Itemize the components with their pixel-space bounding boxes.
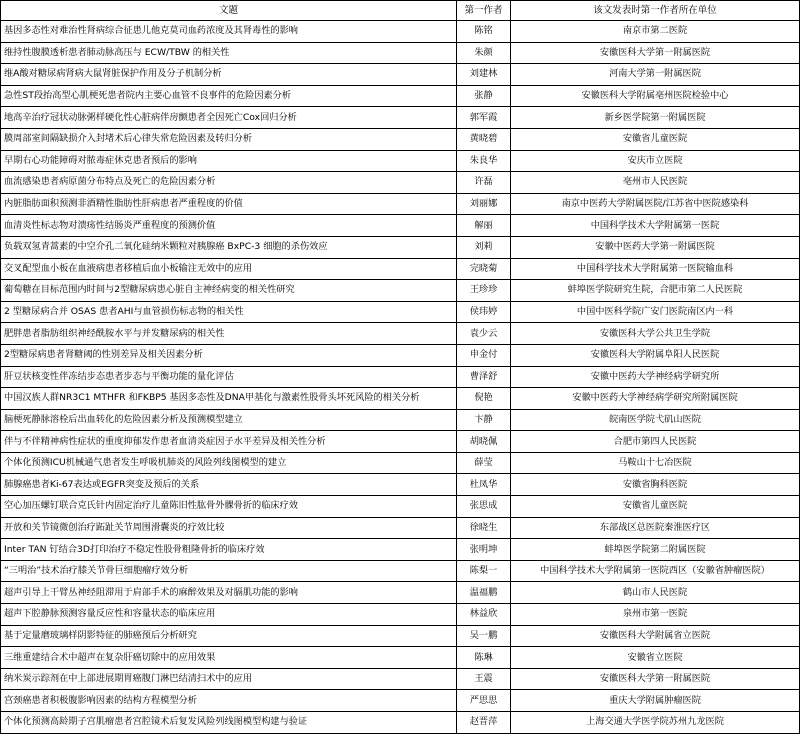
cell-first-author: 朱颜	[457, 42, 511, 64]
cell-title: 肺腺癌患者Ki-67表达或EGFR突变及预后的关系	[1, 474, 457, 496]
cell-first-author: 解丽	[457, 215, 511, 237]
cell-title: 中国汉族人群NR3C1 MTHFR 和FKBP5 基因多态性及DNA甲基化与激素性股骨头坏死风险的相关分析	[1, 388, 457, 410]
cell-unit: 安徽医科大学附属亳州医院检验中心	[511, 85, 800, 107]
table-row	[1, 42, 800, 64]
cell-first-author: 刘丽娜	[457, 193, 511, 215]
table-row	[1, 409, 800, 431]
cell-unit: 安徽中医药大学第一附属医院	[511, 236, 800, 258]
cell-title: 膜周部室间隔缺损介入封堵术后心律失常危险因素及转归分析	[1, 128, 457, 150]
table-row	[1, 280, 800, 302]
cell-first-author: 申金付	[457, 344, 511, 366]
cell-unit: 鹤山市人民医院	[511, 582, 800, 604]
cell-first-author: 刘建林	[457, 64, 511, 86]
cell-unit: 安徽医科大学第一附属医院	[511, 42, 800, 64]
cell-first-author: 胡晓佩	[457, 431, 511, 453]
cell-title: 2 型糖尿病合并 OSAS 患者AHI与血管损伤标志物的相关性	[1, 301, 457, 323]
cell-first-author: 薛莹	[457, 452, 511, 474]
cell-title: 2型糖尿病患者肾糖阈的性别差异及相关因素分析	[1, 344, 457, 366]
cell-unit: 东部战区总医院秦淮医疗区	[511, 517, 800, 539]
cell-unit: 合肥市第四人民医院	[511, 431, 800, 453]
cell-unit: 安徽中医药大学神经病学研究所附属医院	[511, 388, 800, 410]
table-row	[1, 85, 800, 107]
table-row	[1, 582, 800, 604]
table-row	[1, 258, 800, 280]
cell-title: 交叉配型血小板在血液病患者移植后血小板输注无效中的应用	[1, 258, 457, 280]
cell-title: 脑梗死静脉溶栓后出血转化的危险因素分析及预测模型建立	[1, 409, 457, 431]
table-row	[1, 517, 800, 539]
cell-first-author: 王震	[457, 668, 511, 690]
cell-first-author: 黄晓碧	[457, 128, 511, 150]
cell-title: 伴与不伴精神病性症状的重度抑郁发作患者血清炎症因子水平差异及相关性分析	[1, 431, 457, 453]
table-row	[1, 712, 800, 734]
cell-unit: 亳州市人民医院	[511, 172, 800, 194]
cell-title: 急性ST段抬高型心肌梗死患者院内主要心血管不良事件的危险因素分析	[1, 85, 457, 107]
cell-first-author: 袁少云	[457, 323, 511, 345]
cell-first-author: 卞静	[457, 409, 511, 431]
cell-first-author: 刘莉	[457, 236, 511, 258]
cell-unit: 上海交通大学医学院苏州九龙医院	[511, 712, 800, 734]
cell-first-author: 陈琳	[457, 647, 511, 669]
header-row	[1, 1, 800, 21]
cell-title: 血清炎性标志物对溃疡性结肠炎严重程度的预测价值	[1, 215, 457, 237]
cell-first-author: 许磊	[457, 172, 511, 194]
cell-title: 开放和关节镜微创治疗跖趾关节周围滑囊炎的疗效比较	[1, 517, 457, 539]
cell-first-author: 完晓菊	[457, 258, 511, 280]
cell-title: 维持性腹膜透析患者肺动脉高压与 ECW/TBW 的相关性	[1, 42, 457, 64]
table-row	[1, 301, 800, 323]
cell-unit: 南京市第二医院	[511, 21, 800, 43]
table-row	[1, 604, 800, 626]
cell-title: 基于定量磨玻璃样阴影特征的肺癌预后分析研究	[1, 625, 457, 647]
table-row	[1, 496, 800, 518]
cell-first-author: 朱良华	[457, 150, 511, 172]
cell-first-author: 曹泽舒	[457, 366, 511, 388]
cell-unit: 安徽医科大学附属阜阳人民医院	[511, 344, 800, 366]
table-row	[1, 323, 800, 345]
table-row	[1, 647, 800, 669]
cell-title: 三维重建结合术中超声在复杂肝癌切除中的应用效果	[1, 647, 457, 669]
cell-unit: 安徽省儿童医院	[511, 128, 800, 150]
cell-first-author: 温福鹏	[457, 582, 511, 604]
table-row	[1, 366, 800, 388]
cell-first-author: 张明坤	[457, 539, 511, 561]
cell-unit: 新乡医学院第一附属医院	[511, 107, 800, 129]
table-row	[1, 560, 800, 582]
cell-unit: 安庆市立医院	[511, 150, 800, 172]
cell-first-author: 王珍珍	[457, 280, 511, 302]
cell-title: 肝豆状核变性伴冻结步态患者步态与平衡功能的量化评估	[1, 366, 457, 388]
cell-first-author: 徐晓生	[457, 517, 511, 539]
cell-title: 内脏脂肪面积预测非酒精性脂肪性肝病患者严重程度的价值	[1, 193, 457, 215]
table-row	[1, 452, 800, 474]
header-title: 文题	[1, 1, 457, 21]
cell-title: 个体化预测ICU机械通气患者发生呼吸机肺炎的风险列线图模型的建立	[1, 452, 457, 474]
cell-unit: 中国科学技术大学附属第一医院输血科	[511, 258, 800, 280]
table-row	[1, 431, 800, 453]
cell-title: 血流感染患者病原菌分布特点及死亡的危险因素分析	[1, 172, 457, 194]
table-row	[1, 150, 800, 172]
cell-title: 个体化预测高龄期子宫肌瘤患者宫腔镜术后复发风险列线图模型构建与验证	[1, 712, 457, 734]
cell-title: 早期右心功能障碍对脓毒症休克患者预后的影响	[1, 150, 457, 172]
cell-unit: 皖南医学院弋矶山医院	[511, 409, 800, 431]
table-row	[1, 625, 800, 647]
cell-unit: 安徽医科大学附属省立医院	[511, 625, 800, 647]
table-row	[1, 128, 800, 150]
cell-title: 宫颈癌患者积极腹影响因素的结构方程模型分析	[1, 690, 457, 712]
cell-title: 基因多态性对难治性肾病综合征患儿他克莫司血药浓度及其肾毒性的影响	[1, 21, 457, 43]
table-row	[1, 668, 800, 690]
cell-title: 维A酸对糖尿病肾病大鼠肾脏保护作用及分子机制分析	[1, 64, 457, 86]
table-body	[1, 21, 800, 734]
cell-title: 肥胖患者脂肪组织神经酰胺水平与并发糖尿病的相关性	[1, 323, 457, 345]
cell-unit: 安徽医科大学第一附属医院	[511, 668, 800, 690]
cell-first-author: 陈铭	[457, 21, 511, 43]
table-row	[1, 21, 800, 43]
table-row	[1, 344, 800, 366]
cell-unit: 泉州市第一医院	[511, 604, 800, 626]
table-row	[1, 474, 800, 496]
header-unit: 该文发表时第一作者所在单位	[511, 1, 800, 21]
table-row	[1, 172, 800, 194]
cell-unit: 安徽省立医院	[511, 647, 800, 669]
cell-unit: 安徽省儿童医院	[511, 496, 800, 518]
table-row	[1, 107, 800, 129]
table-row	[1, 215, 800, 237]
cell-unit: 安徽医科大学公共卫生学院	[511, 323, 800, 345]
cell-first-author: 陈梨一	[457, 560, 511, 582]
table-row	[1, 64, 800, 86]
cell-title: 负载双氢青蒿素的中空介孔二氧化硅纳米颗粒对胰腺癌 BxPC-3 细胞的杀伤效应	[1, 236, 457, 258]
cell-first-author: 倪艳	[457, 388, 511, 410]
cell-first-author: 张静	[457, 85, 511, 107]
cell-title: 空心加压螺钉联合克氏针内固定治疗儿童陈旧性肱骨外髁骨折的临床疗效	[1, 496, 457, 518]
cell-first-author: 赵晋萍	[457, 712, 511, 734]
cell-first-author: 杜凤华	[457, 474, 511, 496]
cell-title: 超声引导上干臂丛神经阻滞用于肩部手术的麻醉效果及对膈肌功能的影响	[1, 582, 457, 604]
cell-unit: 中国科学技术大学附属第一医院	[511, 215, 800, 237]
cell-unit: 重庆大学附属肿瘤医院	[511, 690, 800, 712]
table-row	[1, 539, 800, 561]
cell-unit: 马鞍山十七冶医院	[511, 452, 800, 474]
cell-unit: 中国中医科学院广安门医院南区内一科	[511, 301, 800, 323]
cell-unit: 安徽中医药大学神经病学研究所	[511, 366, 800, 388]
cell-title: 超声下腔静脉预测容量反应性和容量状态的临床应用	[1, 604, 457, 626]
table-row	[1, 236, 800, 258]
cell-title: 葡萄糖在目标范围内时间与2型糖尿病患心脏自主神经病变的相关性研究	[1, 280, 457, 302]
header-first-author: 第一作者	[457, 1, 511, 21]
cell-first-author: 林益欣	[457, 604, 511, 626]
cell-unit: 中国科学技术大学附属第一医院西区（安徽省肿瘤医院）	[511, 560, 800, 582]
cell-unit: 蚌埠医学院第二附属医院	[511, 539, 800, 561]
table-row	[1, 193, 800, 215]
cell-first-author: 吴一鹏	[457, 625, 511, 647]
cell-title: “三明治”技术治疗膝关节骨巨细胞瘤疗效分析	[1, 560, 457, 582]
cell-unit: 蚌埠医学院研究生院，合肥市第二人民医院	[511, 280, 800, 302]
cell-title: 地高辛治疗冠状动脉粥样硬化性心脏病伴房颤患者全因死亡Cox回归分析	[1, 107, 457, 129]
table-row	[1, 690, 800, 712]
cell-title: 纳米炭示踪剂在中上部进展期胃癌腹门淋巴结清扫术中的应用	[1, 668, 457, 690]
cell-unit: 南京中医药大学附属医院/江苏省中医院感染科	[511, 193, 800, 215]
cell-unit: 河南大学第一附属医院	[511, 64, 800, 86]
cell-title: Inter TAN 钉结合3D打印治疗不稳定性股骨粗隆骨折的临床疗效	[1, 539, 457, 561]
cell-unit: 安徽省胸科医院	[511, 474, 800, 496]
cell-first-author: 严思思	[457, 690, 511, 712]
cell-first-author: 张思成	[457, 496, 511, 518]
cell-first-author: 郭军霞	[457, 107, 511, 129]
cell-first-author: 侯玮婷	[457, 301, 511, 323]
table-row	[1, 388, 800, 410]
